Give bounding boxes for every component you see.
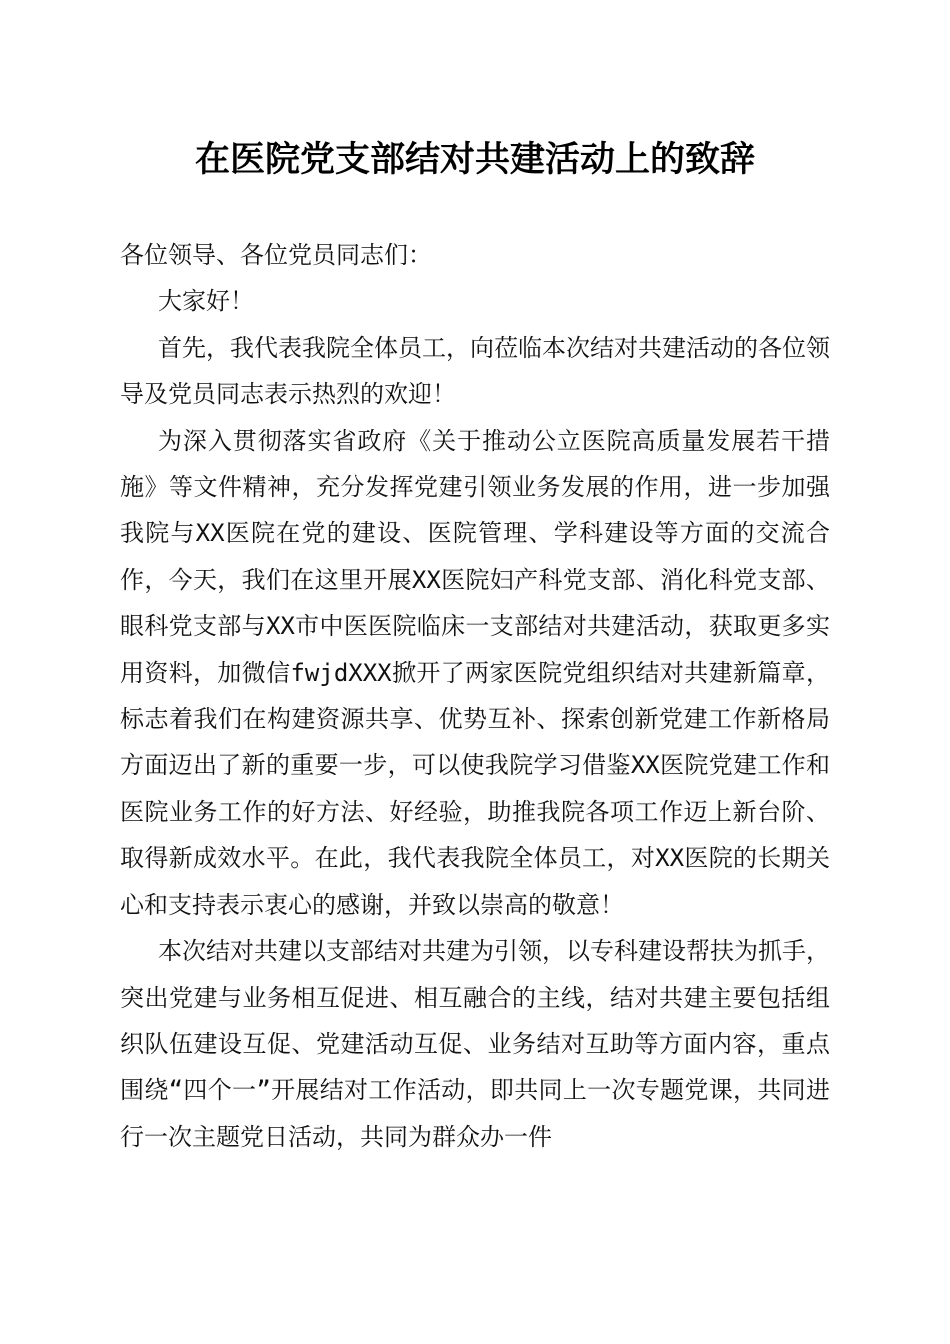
greeting: 大家好！ — [158, 287, 254, 316]
salutation: 各位领导、各位党员同志们： — [120, 241, 432, 269]
paragraph-content: 本次结对共建以支部结对共建为引领，以专科建设帮扶为抓手，突出党建与业务相互促进、相互融合的主线，结对共建主要包括组织队伍建设互促、党建活动互促、业务结对互助等方面内容，重点围绕“四个一”开展结对工作活动，即共同上一次专题党课，共同进行一次主题党日活动，共同为群众办一件 — [120, 937, 830, 1151]
paragraph-welcome: 首先，我代表我院全体员工，向莅临本次结对共建活动的各位领导及党员同志表示热烈的欢迎！ — [120, 333, 830, 409]
document-body — [120, 232, 830, 1160]
document-title: 在医院党支部结对共建活动上的致辞 — [194, 139, 755, 180]
paragraph-purpose: 为深入贯彻落实省政府《关于推动公立医院高质量发展若干措施》等文件精神，充分发挥党建引领业务发展的作用，进一步加强我院与XX医院在党的建设、医院管理、学科建设等方面的交流合作，今天，我们在这里开展XX医院妇产科党支部、消化科党支部、眼科党支部与XX市中医医院临床一支部结对共建活动，获取更多实用资料，加微信fwjdXXX掀开了两家医院党组织结对共建新篇章，标志着我们在构建资源共享、优势互补、探索创新党建工作新格局方面迈出了新的重要一步，可以使我院学习借鉴XX医院党建工作和医院业务工作的好方法、好经验，助推我院各项工作迈上新台阶、取得新成效水平。在此，我代表我院全体员工，对XX医院的长期关心和支持表示衷心的感谢，并致以崇高的敬意！ — [120, 426, 830, 919]
